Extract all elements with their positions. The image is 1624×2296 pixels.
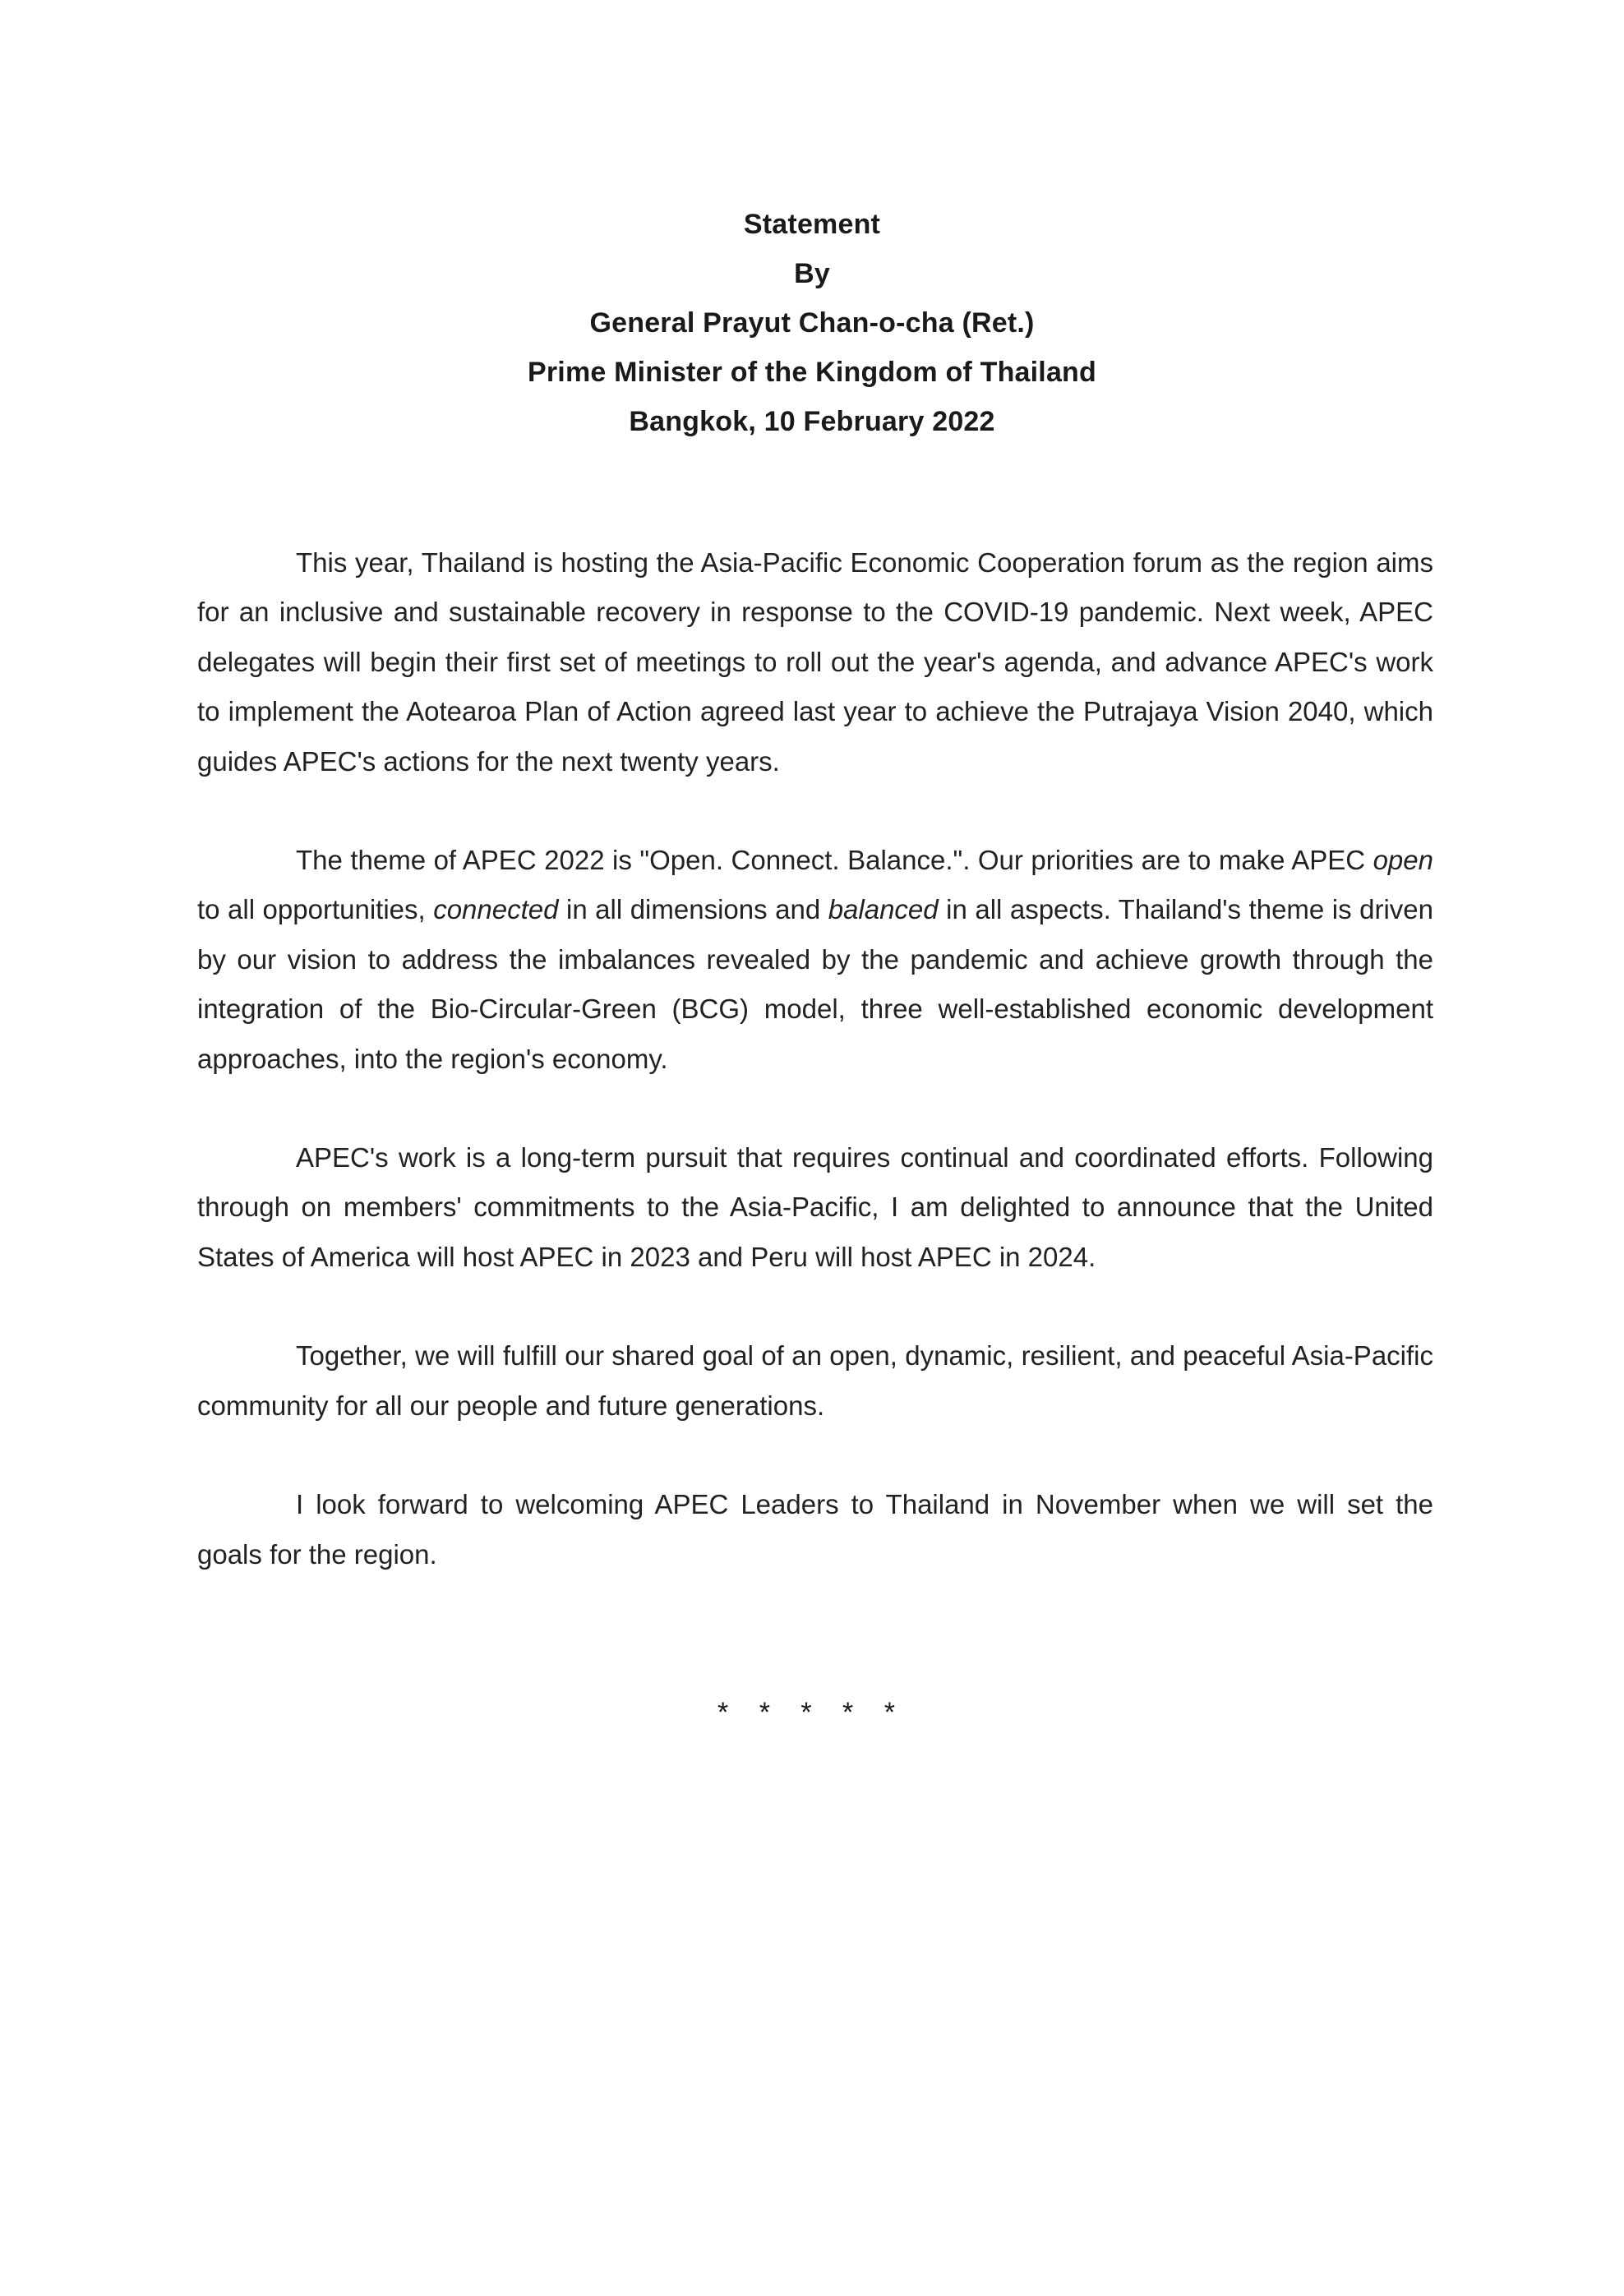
header-author: General Prayut Chan-o-cha (Ret.) bbox=[589, 307, 1035, 339]
paragraph-4: Together, we will fulfill our shared goal of an open, dynamic, resilient, and peaceful Asia-Pacific community for all our people and future generations. bbox=[197, 1340, 1433, 1421]
header-title: Statement bbox=[743, 209, 881, 240]
header-position: Prime Minister of the Kingdom of Thailand bbox=[527, 357, 1096, 388]
paragraph-3: APEC's work is a long-term pursuit that requires continual and coordinated efforts. Following through on members' commitments to the Asia-Pacific, I am delighted to announce that the United States of America will host APEC in 2023 and Peru will host APEC in 2024. bbox=[197, 1142, 1433, 1272]
paragraph-5: I look forward to welcoming APEC Leaders to Thailand in November when we will set the goals for the region. bbox=[197, 1489, 1433, 1570]
paragraph-2-part-g: in all aspects. Thailand's theme is driven by our vision to address the imbalances revealed by the pandemic and achieve growth through the integration of the Bio-Circular-Green (BCG) model, three well-established economic development approaches, into the region's economy. bbox=[197, 894, 1433, 1074]
header-place-date: Bangkok, 10 February 2022 bbox=[629, 406, 995, 437]
paragraph-2-part-a: The theme of APEC 2022 is "Open. Connect. Balance.". Our priorities are to make APEC bbox=[296, 845, 1373, 876]
closing-asterisks: * * * * * bbox=[717, 1697, 907, 1728]
statement-header bbox=[0, 200, 1624, 446]
paragraph-2-italic-balanced: balanced bbox=[828, 894, 939, 925]
statement-body bbox=[197, 538, 1433, 1579]
paragraph-2 bbox=[197, 836, 1433, 1084]
header-by: By bbox=[794, 258, 830, 289]
paragraph-2-part-e: in all dimensions and bbox=[558, 894, 828, 925]
paragraph-2-part-c: to all opportunities, bbox=[197, 894, 434, 925]
paragraph-2-italic-open: open bbox=[1373, 845, 1433, 876]
paragraph-2-italic-connected: connected bbox=[433, 894, 559, 925]
paragraph-1: This year, Thailand is hosting the Asia-Pacific Economic Cooperation forum as the region aims for an inclusive and sustainable recovery in response to the COVID-19 pandemic. Next week, APEC delegates will begin their first set of meetings to roll out the year's agenda, and advance APEC's work to implement the Aotearoa Plan of Action agreed last year to achieve the Putrajaya Vision 2040, which guides APEC's actions for the next twenty years. bbox=[197, 547, 1433, 777]
